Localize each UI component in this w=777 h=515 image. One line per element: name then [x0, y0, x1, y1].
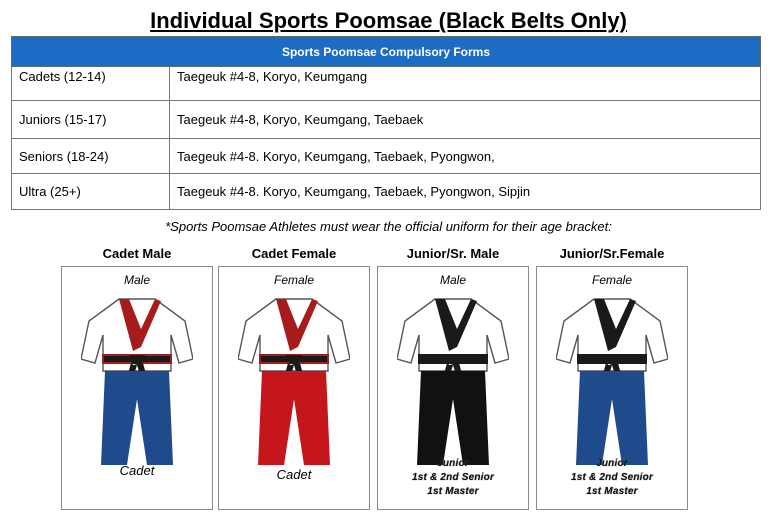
uniform-caption	[219, 467, 369, 482]
uniform-heading: Cadet Male	[102, 246, 172, 261]
compulsory-forms-table	[11, 36, 761, 210]
caption-line: 1st & 2nd Senior	[570, 472, 654, 483]
uniform-heading: Junior/Sr. Male	[406, 246, 500, 261]
uniform-junior-senior-female	[536, 246, 688, 510]
pants-shape	[101, 371, 173, 465]
pants-shape	[417, 371, 489, 465]
table-header-row	[12, 37, 761, 67]
caption-line: Cadet	[276, 467, 312, 482]
age-division-cell: Juniors (15-17)	[12, 101, 170, 139]
page-title: Individual Sports Poomsae (Black Belts Only)	[150, 8, 627, 33]
uniform-caption	[62, 463, 212, 478]
uniform-caption	[378, 457, 528, 499]
uniform-card	[377, 266, 529, 510]
forms-cell: Taegeuk #4-8. Koryo, Keumgang, Taebaek, Pyongwon, Sipjin	[170, 174, 761, 210]
uniform-caption	[537, 457, 687, 499]
table-row	[12, 67, 761, 101]
table-row	[12, 139, 761, 174]
pants-shape	[576, 371, 648, 465]
table-header: Sports Poomsae Compulsory Forms	[12, 37, 761, 67]
uniform-gender-label: Male	[439, 273, 466, 287]
dobok-uniform-icon	[238, 289, 350, 469]
age-division-cell: Cadets (12-14)	[12, 67, 170, 101]
uniform-card	[536, 266, 688, 510]
forms-cell: Taegeuk #4-8, Koryo, Keumgang	[170, 67, 761, 101]
caption-line: 1st Master	[427, 486, 479, 497]
uniform-gender-label: Male	[123, 273, 150, 287]
pants-shape	[258, 371, 330, 465]
caption-line: Junior	[437, 458, 469, 469]
uniform-cadet-male	[61, 246, 213, 510]
uniform-cadet-female	[218, 246, 370, 510]
caption-line: Cadet	[119, 463, 155, 478]
dobok-uniform-icon	[556, 289, 668, 469]
uniform-card	[61, 266, 213, 510]
uniform-gender-label: Female	[273, 273, 314, 287]
uniform-junior-senior-male	[377, 246, 529, 510]
table-row	[12, 101, 761, 139]
forms-cell: Taegeuk #4-8, Koryo, Keumgang, Taebaek	[170, 101, 761, 139]
age-division-cell: Ultra (25+)	[12, 174, 170, 210]
uniform-gender-label: Female	[591, 273, 632, 287]
forms-cell: Taegeuk #4-8. Koryo, Keumgang, Taebaek, Pyongwon,	[170, 139, 761, 174]
uniform-card	[218, 266, 370, 510]
caption-line: 1st & 2nd Senior	[411, 472, 495, 483]
caption-line: Junior	[596, 458, 628, 469]
dobok-uniform-icon	[397, 289, 509, 469]
dobok-uniform-icon	[81, 289, 193, 469]
caption-line: 1st Master	[586, 486, 638, 497]
age-division-cell: Seniors (18-24)	[12, 139, 170, 174]
uniform-heading: Junior/Sr.Female	[559, 246, 665, 261]
uniform-heading: Cadet Female	[251, 246, 337, 261]
uniform-note: *Sports Poomsae Athletes must wear the official uniform for their age bracket:	[165, 219, 612, 234]
table-row	[12, 174, 761, 210]
